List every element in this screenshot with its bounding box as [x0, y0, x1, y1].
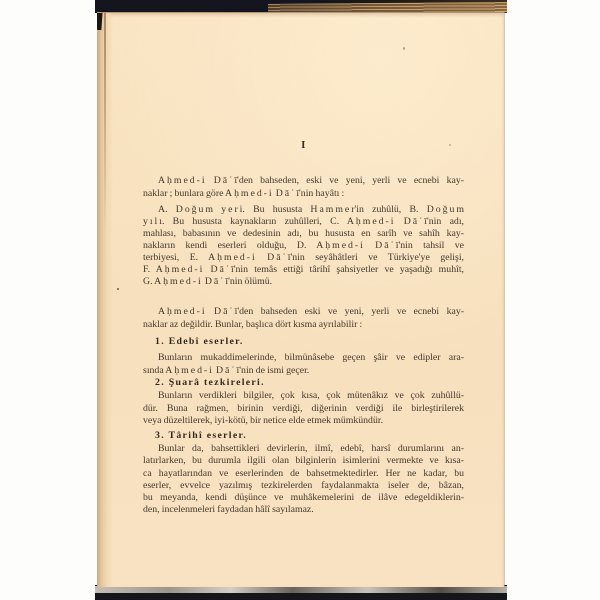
section-heading-3: 3. Târihî eserler. — [155, 430, 247, 441]
section-numeral: I — [301, 139, 306, 151]
paper-speck — [403, 47, 405, 50]
section-heading-1: 1. Edebî eserler. — [155, 336, 244, 347]
page-stack-bottom-edge — [95, 586, 507, 593]
text-line: Bunların mukaddimelerinde, bilmünâsebe geçen şâir ve edipler ara- — [158, 352, 464, 363]
paragraph-intro — [143, 175, 464, 200]
text-line: Bunlar da, bahsettikleri devirlerin, ilmî, edebî, harsî durumlarını an- — [158, 443, 464, 454]
text-line: sında A ḥ m e d - i D ā ʿ ī'nin de ismi geçer. — [143, 364, 310, 376]
text-line: dür. Buna rağmen, birinin verdiği, diğerinin verdiği ile birleştirilerek — [143, 402, 464, 414]
text-line: A ḥ m e d - i D ā ʿ ī'den bahseden, eski ve yeni, yerli ve ecnebi kay- — [158, 175, 464, 186]
text-line: terbiyesi, E. A ḥ m e d - i D ā ʿ ī'nin seyâhâtleri ve Türkiye'ye gelişi, — [143, 252, 464, 263]
text-line: A. D o ğ u m y e r i. Bu hususta H a m m e r'in zuhûlü, B. D o ğ u m — [158, 204, 464, 215]
text-line: Bunların verdikleri bilgiler, çok kısa, çok mütenâkız ve çok zuhûllü- — [158, 390, 464, 401]
paper-speck — [117, 288, 119, 290]
section-heading-2: 2. Şuarâ tezkireleri. — [155, 377, 265, 388]
text-line: G. A ḥ m e d - i D ā ʿ ī'nin ölümü. — [143, 276, 273, 287]
text-line: y ı l ı. Bu hususta kaynakların zuhûlleri, C. A ḥ m e d - i D ā ʿ ī'nin adı, — [143, 216, 464, 227]
text-line: veya düzeltilerek, iyi-kötü, bir netice elde etmek mümkündür. — [143, 415, 384, 426]
text-line: nakların kendi eserleri olduğu, D. A ḥ m e d - i D ā ʿ ī'nin tahsil ve — [143, 240, 464, 251]
text-line: den, incelenmeleri faydadan hâlî sayılamaz. — [143, 504, 314, 516]
book-page — [97, 12, 504, 587]
gutter-crease — [104, 13, 106, 233]
paragraph-edebi — [143, 352, 464, 377]
text-line: naklar ; bunlara göre A ḥ m e d - i D ā ʿ ī'nin hayâtı : — [143, 187, 345, 199]
paragraph-tarihi — [143, 443, 464, 517]
paragraph-sources — [143, 306, 464, 331]
text-line: eserler, evvelce yazılmış tezkirelerden faydalanmakta iseler de, bâzan, — [143, 479, 464, 491]
text-line: naklar az değildir. Bunlar, başlıca dört kısma ayrılabilir : — [143, 318, 363, 330]
text-line: mahlası, babasının ve dedesinin adı, bu hususta en sarîh ve sahîh kay- — [143, 228, 464, 239]
paragraph-outline — [143, 204, 464, 288]
text-line: bu meyanda, kendi düşünce ve muhâkemelerini de ilâve edegeldiklerin- — [143, 492, 464, 504]
book-photo — [95, 0, 507, 600]
text-line: latırlarken, bu durumla ilgili olan bilginlerin isimlerini vermekte ve kısa- — [143, 455, 464, 467]
paragraph-tezkire — [143, 390, 464, 428]
text-line: A ḥ m e d - i D ā ʿ ī'den bahseden eski ve yeni, yerli ve ecnebi kay- — [158, 306, 464, 317]
text-line: F. A ḥ m e d - i D ā ʿ ī'nin temâs ettiği târihî şahsiyetler ve yaşadığı muhît, — [143, 264, 464, 275]
text-line: ca hayatlarından ve eserlerinden de bahsetmektedirler. Her ne kadar, bu — [143, 467, 464, 479]
